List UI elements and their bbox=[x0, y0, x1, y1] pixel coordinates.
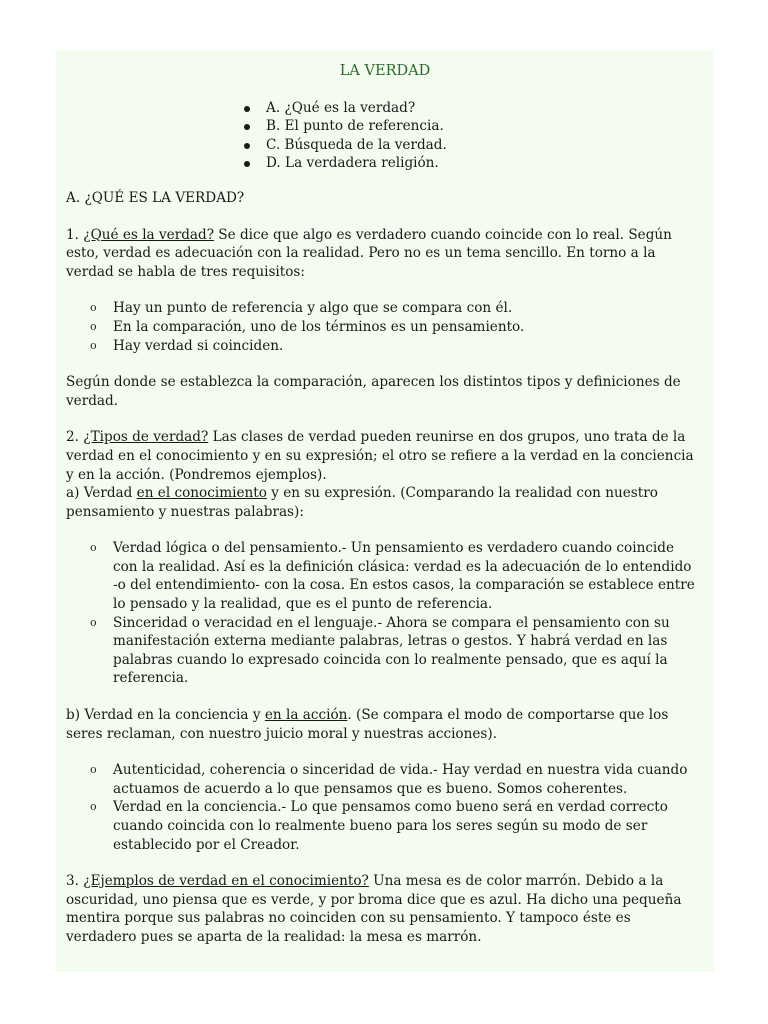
list-item: o En la comparación, uno de los términos es un pensamiento. bbox=[88, 318, 704, 337]
conocimiento-list bbox=[66, 539, 704, 688]
requisitos-list bbox=[66, 299, 704, 355]
toc-item bbox=[238, 117, 704, 136]
link-en-el-conocimiento[interactable]: en el conocimiento bbox=[136, 485, 267, 502]
paragraph-a: a) Verdad en el conocimiento y en su expresión. (Comparando la realidad con nuestro pensamiento y nuestras palabras): bbox=[66, 485, 658, 520]
list-item: o Verdad lógica o del pensamiento.- Un pensamiento es verdadero cuando coincide con la realidad. Así es la definición clásica: verdad es la adecuación de lo entendido -o del entendimiento- con la cosa. En estos casos, la comparación se establece entre lo pensado y la realidad, que es el punto de referencia. bbox=[88, 539, 704, 613]
document-page bbox=[56, 50, 714, 972]
toc-item bbox=[238, 154, 704, 173]
conciencia-list bbox=[66, 761, 704, 854]
page-title: LA VERDAD bbox=[339, 63, 431, 79]
list-item: o Autenticidad, coherencia o sinceridad de vida.- Hay verdad en nuestra vida cuando actuamos de acuerdo a lo que pensamos que es bueno. Somos coherentes. bbox=[88, 761, 704, 798]
toc-link-a[interactable]: A. ¿Qué es la verdad? bbox=[266, 99, 416, 116]
list-item: o Hay un punto de referencia y algo que se compara con él. bbox=[88, 299, 704, 318]
toc-link-c[interactable]: C. Búsqueda de la verdad. bbox=[266, 136, 447, 153]
paragraph-3: 3. ¿Ejemplos de verdad en el conocimiento? Una mesa es de color marrón. Debido a la oscuridad, uno piensa que es verde, y por broma dice que es azul. Ha dicho una pequeña mentira porque sus palabras no coinciden con su pensamiento. Y tampoco éste es verdadero pues se aparta de la realidad: la mesa es marrón. bbox=[66, 873, 682, 945]
list-item: o Hay verdad si coinciden. bbox=[88, 337, 704, 356]
paragraph-2: 2. ¿Tipos de verdad? Las clases de verdad pueden reunirse en dos grupos, uno trata de la verdad en el conocimiento y en su expresión; el otro se refiere a la verdad en la conciencia y en la acción. (Pondremos ejemplos). bbox=[66, 429, 694, 483]
link-en-la-accion[interactable]: en la acción bbox=[264, 707, 348, 724]
link-que-es-la-verdad[interactable]: ¿Qué es la verdad? bbox=[83, 226, 214, 243]
toc-link-d[interactable]: D. La verdadera religión. bbox=[266, 155, 439, 172]
paragraph-1: 1. ¿Qué es la verdad? Se dice que algo es verdadero cuando coincide con lo real. Según esto, verdad es adecuación con la realidad. Pero no es un tema sencillo. En torno a la verdad se habla de tres requisitos: bbox=[66, 226, 672, 280]
section-a-heading: A. ¿QUÉ ES LA VERDAD? bbox=[66, 189, 245, 206]
link-tipos-de-verdad[interactable]: ¿Tipos de verdad? bbox=[83, 429, 209, 446]
link-ejemplos-de-verdad[interactable]: ¿Ejemplos de verdad en el conocimiento? bbox=[83, 873, 369, 890]
toc-item bbox=[238, 99, 704, 118]
paragraph-b: b) Verdad en la conciencia y en la acción. (Se compara el modo de comportarse que los seres reclaman, con nuestro juicio moral y nuestras acciones). bbox=[66, 707, 669, 742]
list-item: o Verdad en la conciencia.- Lo que pensamos como bueno será en verdad correcto cuando coincida con lo realmente bueno para los seres según su modo de ser establecido por el Creador. bbox=[88, 798, 704, 854]
toc-item bbox=[238, 136, 704, 155]
paragraph-segun: Según donde se establezca la comparación, aparecen los distintos tipos y definiciones de verdad. bbox=[66, 374, 681, 409]
toc-link-b[interactable]: B. El punto de referencia. bbox=[266, 118, 444, 135]
list-item: o Sinceridad o veracidad en el lenguaje.- Ahora se compara el pensamiento con su manifestación externa mediante palabras, letras o gestos. Y habrá verdad en las palabras cuando lo expresado coincida con lo realmente pensado, que es aquí la referencia. bbox=[88, 614, 704, 688]
table-of-contents bbox=[66, 99, 704, 173]
